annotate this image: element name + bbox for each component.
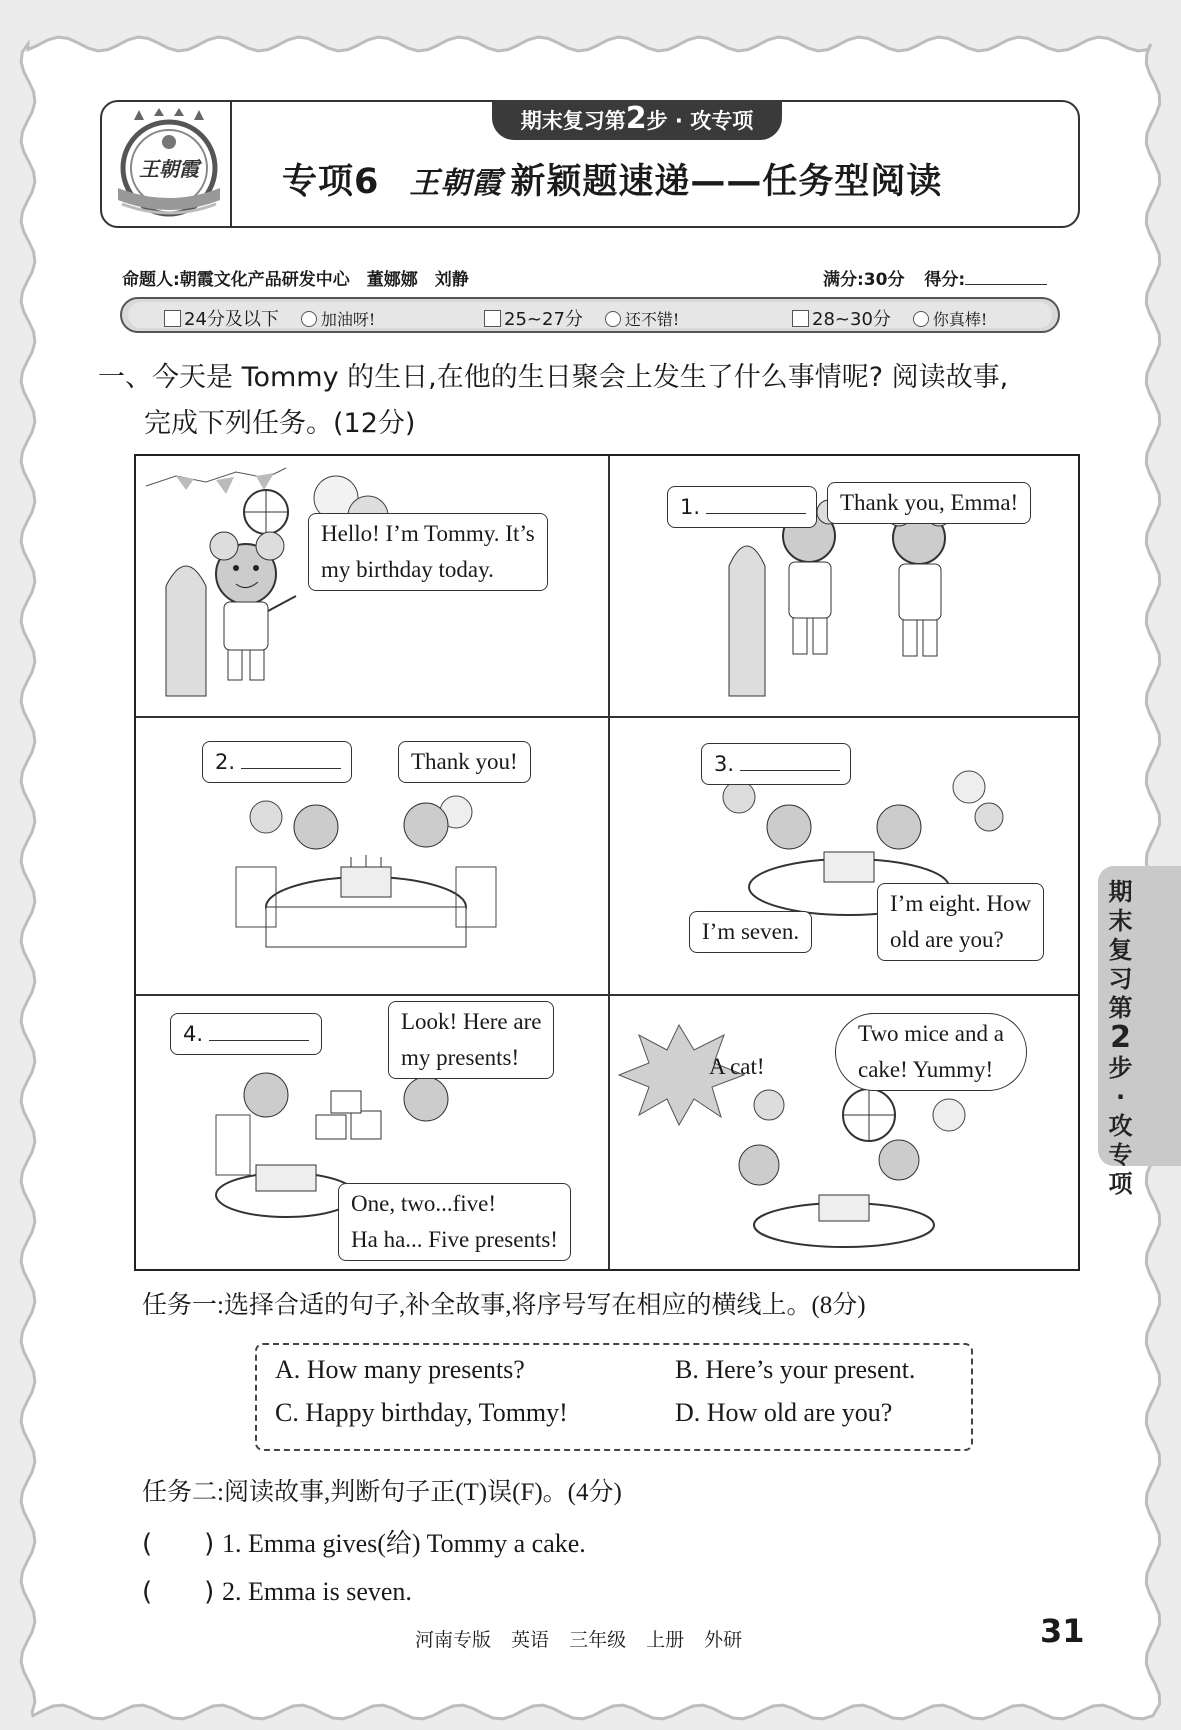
- level-item-2: [484, 305, 679, 331]
- speech-bubble-thank-emma: Thank you, Emma!: [827, 482, 1031, 524]
- author-line: 命题人:朝霞文化产品研发中心 董娜娜 刘静: [122, 270, 469, 290]
- judge-text: 1. Emma gives(给) Tommy a cake.: [222, 1529, 586, 1558]
- page-title: [282, 154, 942, 204]
- cat-exclamation: A cat!: [709, 1054, 765, 1079]
- option-c: C. Happy birthday, Tommy!: [275, 1398, 568, 1427]
- level-range: 24分及以下: [184, 309, 279, 330]
- side-tab-num: 2: [1110, 1020, 1131, 1055]
- answer-blank[interactable]: [209, 1021, 309, 1041]
- step-tab: [492, 100, 782, 140]
- svg-text:王朝霞: 王朝霞: [139, 157, 199, 181]
- option-b: B. Here’s your present.: [675, 1355, 916, 1384]
- options-box: [255, 1343, 973, 1451]
- thought-bubble-cat: [835, 1013, 1027, 1091]
- bubble-line: Look! Here are: [401, 1009, 542, 1034]
- answer-bubble-3: [701, 743, 851, 785]
- answer-blank[interactable]: [740, 751, 840, 771]
- bubble-line: One, two...five!: [351, 1191, 496, 1216]
- step-tab-suffix: 步 · 攻专项: [646, 109, 754, 133]
- side-tab-pre: 期 末 复 习 第: [1108, 878, 1133, 1022]
- bubble-line: Ha ha... Five presents!: [351, 1227, 558, 1252]
- footer-edition: 河南专版 英语 三年级 上册 外研: [415, 1629, 743, 1651]
- answer-blank[interactable]: [706, 494, 806, 514]
- judge-item-1: [142, 1523, 586, 1560]
- question-1: [98, 355, 1098, 447]
- comic-panel-4: [609, 717, 1081, 993]
- option-a: A. How many presents?: [275, 1355, 525, 1384]
- speech-bubble-look-presents: [388, 1001, 554, 1079]
- blank-number: 1.: [680, 495, 701, 519]
- checkbox-icon: [484, 310, 501, 327]
- score-blank: [965, 271, 1047, 285]
- level-item-1: [164, 305, 375, 331]
- bubble-line: cake! Yummy!: [858, 1057, 994, 1082]
- checkbox-icon: [164, 310, 181, 327]
- task-1-title: 任务一:选择合适的句子,补全故事,将序号写在相应的横线上。(8分): [142, 1292, 866, 1319]
- comic-panel-3: [136, 717, 608, 993]
- checkbox-icon: [792, 310, 809, 327]
- side-tab-text: [1098, 878, 1143, 1199]
- score-total: 满分:30分: [823, 270, 905, 290]
- blank-number: 2.: [215, 750, 236, 774]
- blank-number: 4.: [183, 1022, 204, 1046]
- answer-bubble-1: [667, 486, 817, 528]
- answer-paren[interactable]: ( ): [142, 1529, 215, 1559]
- answer-blank[interactable]: [241, 749, 341, 769]
- step-tab-num: 2: [625, 101, 647, 136]
- face-icon: [913, 311, 929, 327]
- bubble-line: Hello! I’m Tommy. It’s: [321, 521, 535, 546]
- bubble-line: Two mice and a: [858, 1021, 1004, 1046]
- title-main: 新颖题速递——任务型阅读: [510, 162, 943, 202]
- brand-seal-logo: [114, 108, 224, 220]
- level-item-3: [792, 305, 987, 331]
- level-range: 28~30分: [812, 309, 891, 330]
- speech-bubble-count-presents: [338, 1183, 571, 1261]
- speech-bubble-eight: [877, 883, 1044, 961]
- speech-bubble-tommy-hello: [308, 513, 548, 591]
- task-2-title: 任务二:阅读故事,判断句子正(T)误(F)。(4分): [142, 1479, 622, 1506]
- question-line-1: 一、今天是 Tommy 的生日,在他的生日聚会上发生了什么事情呢? 阅读故事,: [98, 362, 1009, 393]
- judge-text: 2. Emma is seven.: [222, 1577, 412, 1606]
- header-box: [100, 100, 1080, 228]
- bubble-line: I’m eight. How: [890, 891, 1032, 916]
- bubble-line: old are you?: [890, 927, 1004, 952]
- comic-panel-1: [136, 456, 608, 716]
- side-section-tab: [1098, 866, 1181, 1198]
- logo-divider: [230, 102, 232, 228]
- score-level-bar: [120, 297, 1060, 333]
- level-note: 加油呀!: [320, 310, 376, 329]
- blank-number: 3.: [714, 752, 735, 776]
- comic-strip: [134, 454, 1080, 1271]
- answer-bubble-4: [170, 1013, 322, 1055]
- score-got-label: 得分:: [924, 270, 966, 290]
- comic-panel-2: [609, 456, 1081, 716]
- bubble-line: my presents!: [401, 1045, 520, 1070]
- judge-item-2: [142, 1571, 412, 1608]
- level-note: 你真棒!: [932, 310, 988, 329]
- level-range: 25~27分: [504, 309, 583, 330]
- speech-bubble-thank-you: Thank you!: [398, 741, 531, 783]
- comic-panel-5: [136, 995, 608, 1271]
- step-tab-prefix: 期末复习第: [520, 109, 626, 133]
- speech-bubble-seven: I’m seven.: [689, 911, 812, 953]
- title-prefix: 专项6: [282, 162, 380, 202]
- side-tab-post: 步 · 攻 专 项: [1108, 1054, 1133, 1198]
- score-info: [823, 265, 1047, 290]
- face-icon: [605, 311, 621, 327]
- comic-panel-6: [609, 995, 1081, 1271]
- bubble-line: my birthday today.: [321, 557, 494, 582]
- brand-script: 王朝霞: [409, 166, 503, 201]
- option-d: D. How old are you?: [675, 1398, 893, 1427]
- question-line-2: 完成下列任务。(12分): [144, 408, 416, 439]
- level-note: 还不错!: [624, 310, 680, 329]
- face-icon: [301, 311, 317, 327]
- page-number: 31: [1040, 1612, 1085, 1650]
- answer-bubble-2: [202, 741, 352, 783]
- answer-paren[interactable]: ( ): [142, 1577, 215, 1607]
